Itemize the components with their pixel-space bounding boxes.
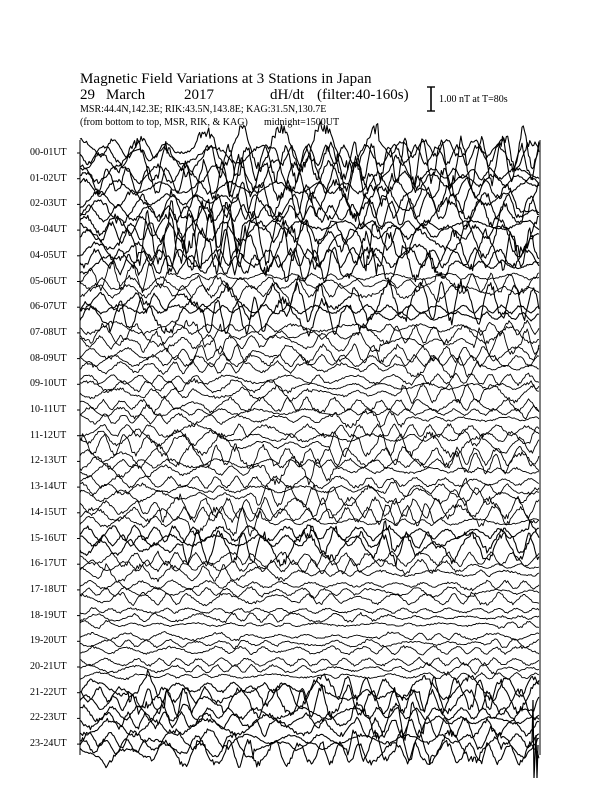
trace-msr — [80, 275, 539, 305]
hour-label: 05-06UT — [30, 275, 67, 287]
hour-label: 22-23UT — [30, 712, 67, 724]
trace-msr — [80, 297, 539, 336]
trace-kag — [80, 551, 539, 567]
hour-label: 13-14UT — [30, 481, 67, 493]
trace-msr — [80, 592, 539, 606]
midnight-note: midnight=1500UT — [264, 117, 340, 128]
hour-label: 23-24UT — [30, 738, 67, 750]
hour-label: 17-18UT — [30, 583, 67, 595]
hour-label: 11-12UT — [30, 429, 67, 441]
trace-msr — [80, 684, 539, 718]
trace-msr — [80, 383, 539, 403]
trace-rik — [80, 613, 539, 623]
trace-kag — [80, 657, 539, 666]
hour-label: 12-13UT — [30, 455, 67, 467]
trace-rik — [80, 404, 539, 419]
hour-label: 00-01UT — [30, 147, 67, 158]
trace-kag — [80, 521, 539, 543]
hour-label: 19-20UT — [30, 635, 67, 647]
trace-msr — [80, 411, 539, 428]
trace-msr — [80, 620, 539, 628]
hour-label: 07-08UT — [30, 326, 67, 338]
date-day: 29 — [80, 87, 95, 103]
trace-msr — [80, 456, 539, 485]
trace-kag — [80, 608, 539, 615]
trace-rik — [80, 558, 539, 574]
filter-label: (filter:40-160s) — [317, 87, 409, 103]
trace-msr — [80, 432, 539, 458]
station-order-note: (from bottom to top, MSR, RIK, & KAG) — [80, 117, 248, 128]
trace-kag — [80, 344, 539, 364]
hour-label: 21-22UT — [30, 686, 67, 698]
trace-rik — [80, 677, 539, 713]
trace-kag — [80, 580, 539, 591]
scale-bar — [427, 87, 435, 111]
hour-label: 02-03UT — [30, 198, 67, 210]
hour-label: 01-02UT — [30, 172, 67, 184]
chart-title: Magnetic Field Variations at 3 Stations in Japan — [80, 71, 372, 87]
hour-label: 04-05UT — [30, 249, 67, 261]
hour-label: 15-16UT — [30, 532, 67, 544]
trace-msr — [80, 646, 539, 655]
trace-rik — [80, 272, 539, 294]
trace-kag — [80, 280, 539, 325]
station-coordinates: MSR:44.4N,142.3E; RIK:43.5N,143.8E; KAG:31.5N,130.7E — [80, 104, 327, 115]
hour-label: 18-19UT — [30, 609, 67, 621]
trace-kag — [80, 632, 539, 641]
trace-rik — [80, 427, 539, 447]
hour-label: 06-07UT — [30, 301, 67, 313]
date-year: 2017 — [184, 87, 214, 103]
trace-kag — [80, 122, 539, 173]
trace-msr — [80, 740, 539, 768]
quantity-label: dH/dt — [270, 87, 305, 103]
hour-label: 10-11UT — [30, 404, 67, 415]
trace-msr — [80, 356, 539, 378]
hour-label: 20-21UT — [30, 661, 67, 672]
hour-label: 08-09UT — [30, 352, 67, 364]
trace-msr — [80, 564, 539, 583]
hour-label: 09-10UT — [30, 378, 67, 390]
scale-label: 1.00 nT at T=80s — [439, 94, 508, 105]
hour-label: 14-15UT — [30, 506, 67, 518]
hour-label: 16-17UT — [30, 558, 67, 570]
date-month: March — [106, 87, 146, 103]
hour-label: 03-04UT — [30, 224, 67, 236]
trace-rik — [80, 452, 539, 474]
